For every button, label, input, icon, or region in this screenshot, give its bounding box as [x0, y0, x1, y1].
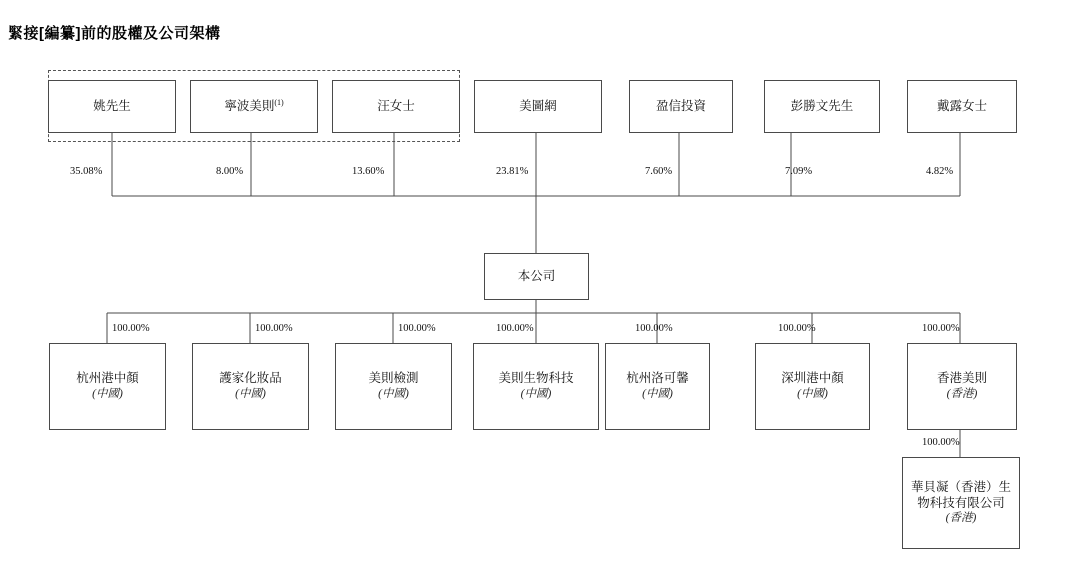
shareholder-name: 姚先生: [93, 99, 131, 114]
ownership-percentage: 100.00%: [255, 323, 293, 334]
ownership-percentage: 100.00%: [922, 437, 960, 448]
ownership-percentage: 100.00%: [778, 323, 816, 334]
ownership-percentage: 7.09%: [785, 166, 813, 177]
footnote-marker: (1): [274, 97, 284, 107]
subsidiary-jurisdiction: (中國): [378, 388, 409, 401]
subsidiary-name: 杭州洛可馨: [626, 371, 689, 386]
subsidiary-name: 美則檢測: [368, 371, 419, 386]
ownership-percentage: 100.00%: [112, 323, 150, 334]
subsidiary-box: [907, 343, 1017, 430]
subsidiary-box: [605, 343, 710, 430]
shareholder-box: [907, 80, 1017, 133]
subsidiary-box: [49, 343, 166, 430]
subsidiary-name: 杭州港中顏: [76, 371, 139, 386]
shareholder-box: [48, 80, 176, 133]
subsidiary-box: [192, 343, 309, 430]
subsidiary-box: [755, 343, 870, 430]
sub-subsidiary-name: 華貝凝（香港）生物科技有限公司: [911, 479, 1012, 511]
subsidiary-name: 美則生物科技: [498, 371, 574, 386]
sub-subsidiary-jurisdiction: (香港): [945, 512, 977, 525]
shareholder-name: 汪女士: [377, 99, 415, 114]
ownership-percentage: 23.81%: [496, 166, 529, 177]
shareholder-box: [190, 80, 318, 133]
ownership-percentage: 100.00%: [496, 323, 534, 334]
shareholder-name: 彭勝文先生: [790, 99, 854, 114]
shareholder-name: 寧波美則$^{(1)}$: [224, 97, 284, 114]
ownership-percentage: 35.08%: [70, 166, 103, 177]
shareholder-box: [764, 80, 880, 133]
subsidiary-jurisdiction: (中國): [520, 388, 552, 401]
company-name: 本公司: [517, 269, 556, 284]
ownership-percentage: 7.60%: [645, 166, 673, 177]
subsidiary-box: [473, 343, 599, 430]
shareholder-box: [629, 80, 733, 133]
shareholder-name: 盈信投資: [655, 99, 706, 114]
shareholder-name: 戴露女士: [936, 99, 987, 114]
subsidiary-jurisdiction: (中國): [235, 388, 266, 401]
subsidiary-jurisdiction: (中國): [797, 388, 828, 401]
shareholder-box: [332, 80, 460, 133]
page-title: 緊接[編纂]前的股權及公司架構: [8, 25, 221, 42]
ownership-percentage: 8.00%: [216, 166, 244, 177]
subsidiary-jurisdiction: (中國): [92, 388, 123, 401]
company-box: [484, 253, 589, 300]
sub-subsidiary-box: [902, 457, 1020, 549]
subsidiary-box: [335, 343, 452, 430]
shareholder-name: 美圖網: [519, 99, 557, 114]
ownership-percentage: 4.82%: [926, 166, 954, 177]
shareholder-box: [474, 80, 602, 133]
ownership-percentage: 100.00%: [398, 323, 436, 334]
subsidiary-name: 香港美則: [936, 371, 987, 386]
ownership-percentage: 100.00%: [922, 323, 960, 334]
subsidiary-name: 護家化妝品: [219, 371, 282, 386]
subsidiary-jurisdiction: (香港): [946, 388, 978, 401]
subsidiary-jurisdiction: (中國): [642, 388, 673, 401]
subsidiary-name: 深圳港中顏: [781, 371, 844, 386]
ownership-percentage: 100.00%: [635, 323, 673, 334]
ownership-percentage: 13.60%: [352, 166, 385, 177]
